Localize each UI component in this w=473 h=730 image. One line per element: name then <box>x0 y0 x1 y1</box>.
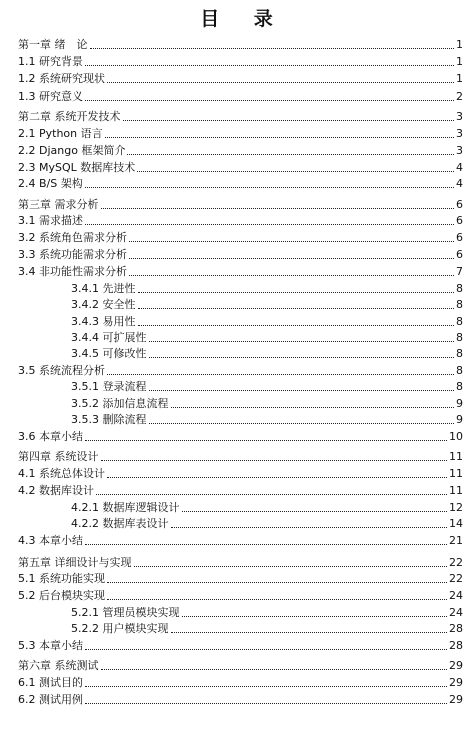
toc-entry-page: 8 <box>456 315 463 328</box>
dot-leader <box>107 81 454 83</box>
dot-leader <box>149 422 455 424</box>
toc-entry-label: 3.2 系统角色需求分析 <box>18 231 127 244</box>
toc-entry[interactable] <box>18 175 463 191</box>
toc-entry-page: 22 <box>449 572 463 585</box>
toc-entry-page: 21 <box>449 534 463 547</box>
toc-entry-label: 3.4.2 安全性 <box>71 298 136 311</box>
dot-leader <box>107 373 454 375</box>
toc-entry[interactable] <box>18 515 463 531</box>
dot-leader <box>182 615 448 617</box>
toc-entry-label: 4.3 本章小结 <box>18 534 83 547</box>
dot-leader <box>138 291 455 293</box>
dot-leader <box>137 170 454 172</box>
dot-leader <box>171 526 448 528</box>
toc-entry[interactable] <box>18 587 463 603</box>
toc-entry-label: 1.3 研究意义 <box>18 90 83 103</box>
toc-entry-label: 3.5 系统流程分析 <box>18 364 105 377</box>
toc-entry[interactable] <box>18 329 463 345</box>
toc-entry-label: 第五章 详细设计与实现 <box>18 556 132 569</box>
toc-entry[interactable] <box>18 532 463 548</box>
dot-leader <box>85 223 454 225</box>
toc-entry-page: 8 <box>456 282 463 295</box>
dot-leader <box>96 493 447 495</box>
toc-entry-label: 第三章 需求分析 <box>18 198 99 211</box>
toc-entry-page: 28 <box>449 622 463 635</box>
toc-entry[interactable] <box>18 411 463 427</box>
dot-leader <box>149 340 455 342</box>
toc-entry[interactable] <box>18 554 463 570</box>
toc-entry-label: 3.5.3 删除流程 <box>71 413 147 426</box>
toc-entry-page: 6 <box>456 248 463 261</box>
dot-leader <box>171 631 448 633</box>
toc-entry[interactable] <box>18 263 463 279</box>
toc-entry[interactable] <box>18 142 463 158</box>
toc-entry[interactable] <box>18 246 463 262</box>
dot-leader <box>107 598 447 600</box>
dot-leader <box>85 685 447 687</box>
toc-entry-label: 3.4 非功能性需求分析 <box>18 265 127 278</box>
dot-leader <box>127 153 454 155</box>
toc-entry-page: 3 <box>456 110 463 123</box>
dot-leader <box>129 240 454 242</box>
dot-leader <box>85 543 447 545</box>
toc-entry[interactable] <box>18 657 463 673</box>
toc-entry-page: 8 <box>456 331 463 344</box>
toc-entry-page: 6 <box>456 214 463 227</box>
dot-leader <box>107 476 447 478</box>
toc-entry-label: 6.2 测试用例 <box>18 693 83 706</box>
toc-entry-page: 29 <box>449 659 463 672</box>
toc-entry-page: 10 <box>449 430 463 443</box>
toc-entry-page: 8 <box>456 347 463 360</box>
toc-entry-label: 2.2 Django 框架简介 <box>18 144 126 157</box>
toc-entry-page: 9 <box>456 397 463 410</box>
toc-entry-label: 3.5.2 添加信息流程 <box>71 397 169 410</box>
toc-entry-label: 3.6 本章小结 <box>18 430 83 443</box>
toc-entry-label: 3.1 需求描述 <box>18 214 83 227</box>
toc-entry[interactable] <box>18 570 463 586</box>
dot-leader <box>85 439 447 441</box>
toc-entry[interactable] <box>18 70 463 86</box>
toc-entry-label: 第二章 系统开发技术 <box>18 110 121 123</box>
toc-entry-page: 12 <box>449 501 463 514</box>
toc-entry-label: 2.3 MySQL 数据库技术 <box>18 161 136 174</box>
dot-leader <box>149 389 455 391</box>
toc-entry-label: 第六章 系统测试 <box>18 659 99 672</box>
toc-entry-page: 8 <box>456 298 463 311</box>
toc-entry-label: 3.3 系统功能需求分析 <box>18 248 127 261</box>
dot-leader <box>129 274 454 276</box>
toc-entry-label: 3.4.3 易用性 <box>71 315 136 328</box>
dot-leader <box>182 510 448 512</box>
toc-entry-page: 6 <box>456 231 463 244</box>
toc-entry[interactable] <box>18 428 463 444</box>
toc-entry[interactable] <box>18 108 463 124</box>
dot-leader <box>101 459 448 461</box>
dot-leader <box>129 257 454 259</box>
toc-entry[interactable] <box>18 53 463 69</box>
toc-entry-label: 5.2.1 管理员模块实现 <box>71 606 180 619</box>
toc-entry[interactable] <box>18 196 463 212</box>
dot-leader <box>134 565 448 567</box>
dot-leader <box>138 307 455 309</box>
toc-entry-page: 28 <box>449 639 463 652</box>
toc-entry[interactable] <box>18 674 463 690</box>
toc-entry[interactable] <box>18 482 463 498</box>
toc-entry-label: 第四章 系统设计 <box>18 450 99 463</box>
toc-entry-page: 9 <box>456 413 463 426</box>
toc-title: 目 录 <box>200 8 287 30</box>
toc-entry-page: 11 <box>449 484 463 497</box>
dot-leader <box>85 648 447 650</box>
dot-leader <box>85 64 454 66</box>
toc-entry-page: 3 <box>456 127 463 140</box>
toc-entry[interactable] <box>18 499 463 515</box>
toc-entry[interactable] <box>18 604 463 620</box>
dot-leader <box>90 47 455 49</box>
toc-entry[interactable] <box>18 448 463 464</box>
toc-entry-label: 4.2.2 数据库表设计 <box>71 517 169 530</box>
toc-entry[interactable] <box>18 637 463 653</box>
dot-leader <box>101 668 448 670</box>
dot-leader <box>85 99 454 101</box>
toc-entry[interactable] <box>18 465 463 481</box>
toc-entry[interactable] <box>18 125 463 141</box>
toc-entry[interactable] <box>18 296 463 312</box>
toc-entry[interactable] <box>18 159 463 175</box>
dot-leader <box>101 207 455 209</box>
toc-entry-page: 14 <box>449 517 463 530</box>
toc-entry-label: 3.4.5 可修改性 <box>71 347 147 360</box>
toc-entry-page: 4 <box>456 177 463 190</box>
toc-entry-page: 2 <box>456 90 463 103</box>
toc-entry[interactable] <box>18 36 463 52</box>
dot-leader <box>171 406 455 408</box>
toc-entry-page: 8 <box>456 380 463 393</box>
toc-entry-label: 5.1 系统功能实现 <box>18 572 105 585</box>
toc-entry[interactable] <box>18 345 463 361</box>
dot-leader <box>123 119 455 121</box>
toc-entry-page: 7 <box>456 265 463 278</box>
toc-entry[interactable] <box>18 88 463 104</box>
toc-entry[interactable] <box>18 280 463 296</box>
toc-entry-label: 第一章 绪 论 <box>18 38 88 51</box>
toc-entry-label: 3.5.1 登录流程 <box>71 380 147 393</box>
toc-entry-label: 4.2.1 数据库逻辑设计 <box>71 501 180 514</box>
toc-entry-label: 2.1 Python 语言 <box>18 127 103 140</box>
toc-entry-page: 11 <box>449 467 463 480</box>
dot-leader <box>85 186 454 188</box>
toc-entry-page: 8 <box>456 364 463 377</box>
toc-entry-page: 22 <box>449 556 463 569</box>
toc-entry-label: 3.4.4 可扩展性 <box>71 331 147 344</box>
toc-entry-label: 5.2 后台模块实现 <box>18 589 105 602</box>
toc-entry[interactable] <box>18 691 463 707</box>
toc-entry-page: 3 <box>456 144 463 157</box>
toc-entry-page: 6 <box>456 198 463 211</box>
toc-entry-page: 11 <box>449 450 463 463</box>
toc-entry-page: 24 <box>449 589 463 602</box>
toc-entry-page: 1 <box>456 38 463 51</box>
toc-entry-label: 4.2 数据库设计 <box>18 484 94 497</box>
toc-entry-page: 24 <box>449 606 463 619</box>
toc-entry-page: 1 <box>456 72 463 85</box>
toc-entry[interactable] <box>18 313 463 329</box>
toc-entry[interactable] <box>18 229 463 245</box>
dot-leader <box>85 702 447 704</box>
toc-entry-label: 2.4 B/S 架构 <box>18 177 83 190</box>
toc-entry-page: 29 <box>449 693 463 706</box>
toc-entry[interactable] <box>18 212 463 228</box>
toc-entry-label: 1.1 研究背景 <box>18 55 83 68</box>
toc-entry[interactable] <box>18 395 463 411</box>
dot-leader <box>107 581 447 583</box>
toc-entry-page: 4 <box>456 161 463 174</box>
dot-leader <box>105 136 454 138</box>
toc-entry[interactable] <box>18 378 463 394</box>
toc-entry-page: 1 <box>456 55 463 68</box>
toc-entry-label: 3.4.1 先进性 <box>71 282 136 295</box>
toc-entry[interactable] <box>18 362 463 378</box>
toc-entry-label: 6.1 测试目的 <box>18 676 83 689</box>
dot-leader <box>149 356 455 358</box>
dot-leader <box>138 324 455 326</box>
toc-entry-label: 5.3 本章小结 <box>18 639 83 652</box>
toc-entry-label: 4.1 系统总体设计 <box>18 467 105 480</box>
toc-entry-label: 1.2 系统研究现状 <box>18 72 105 85</box>
toc-entry-page: 29 <box>449 676 463 689</box>
toc-entry[interactable] <box>18 620 463 636</box>
toc-entry-label: 5.2.2 用户模块实现 <box>71 622 169 635</box>
